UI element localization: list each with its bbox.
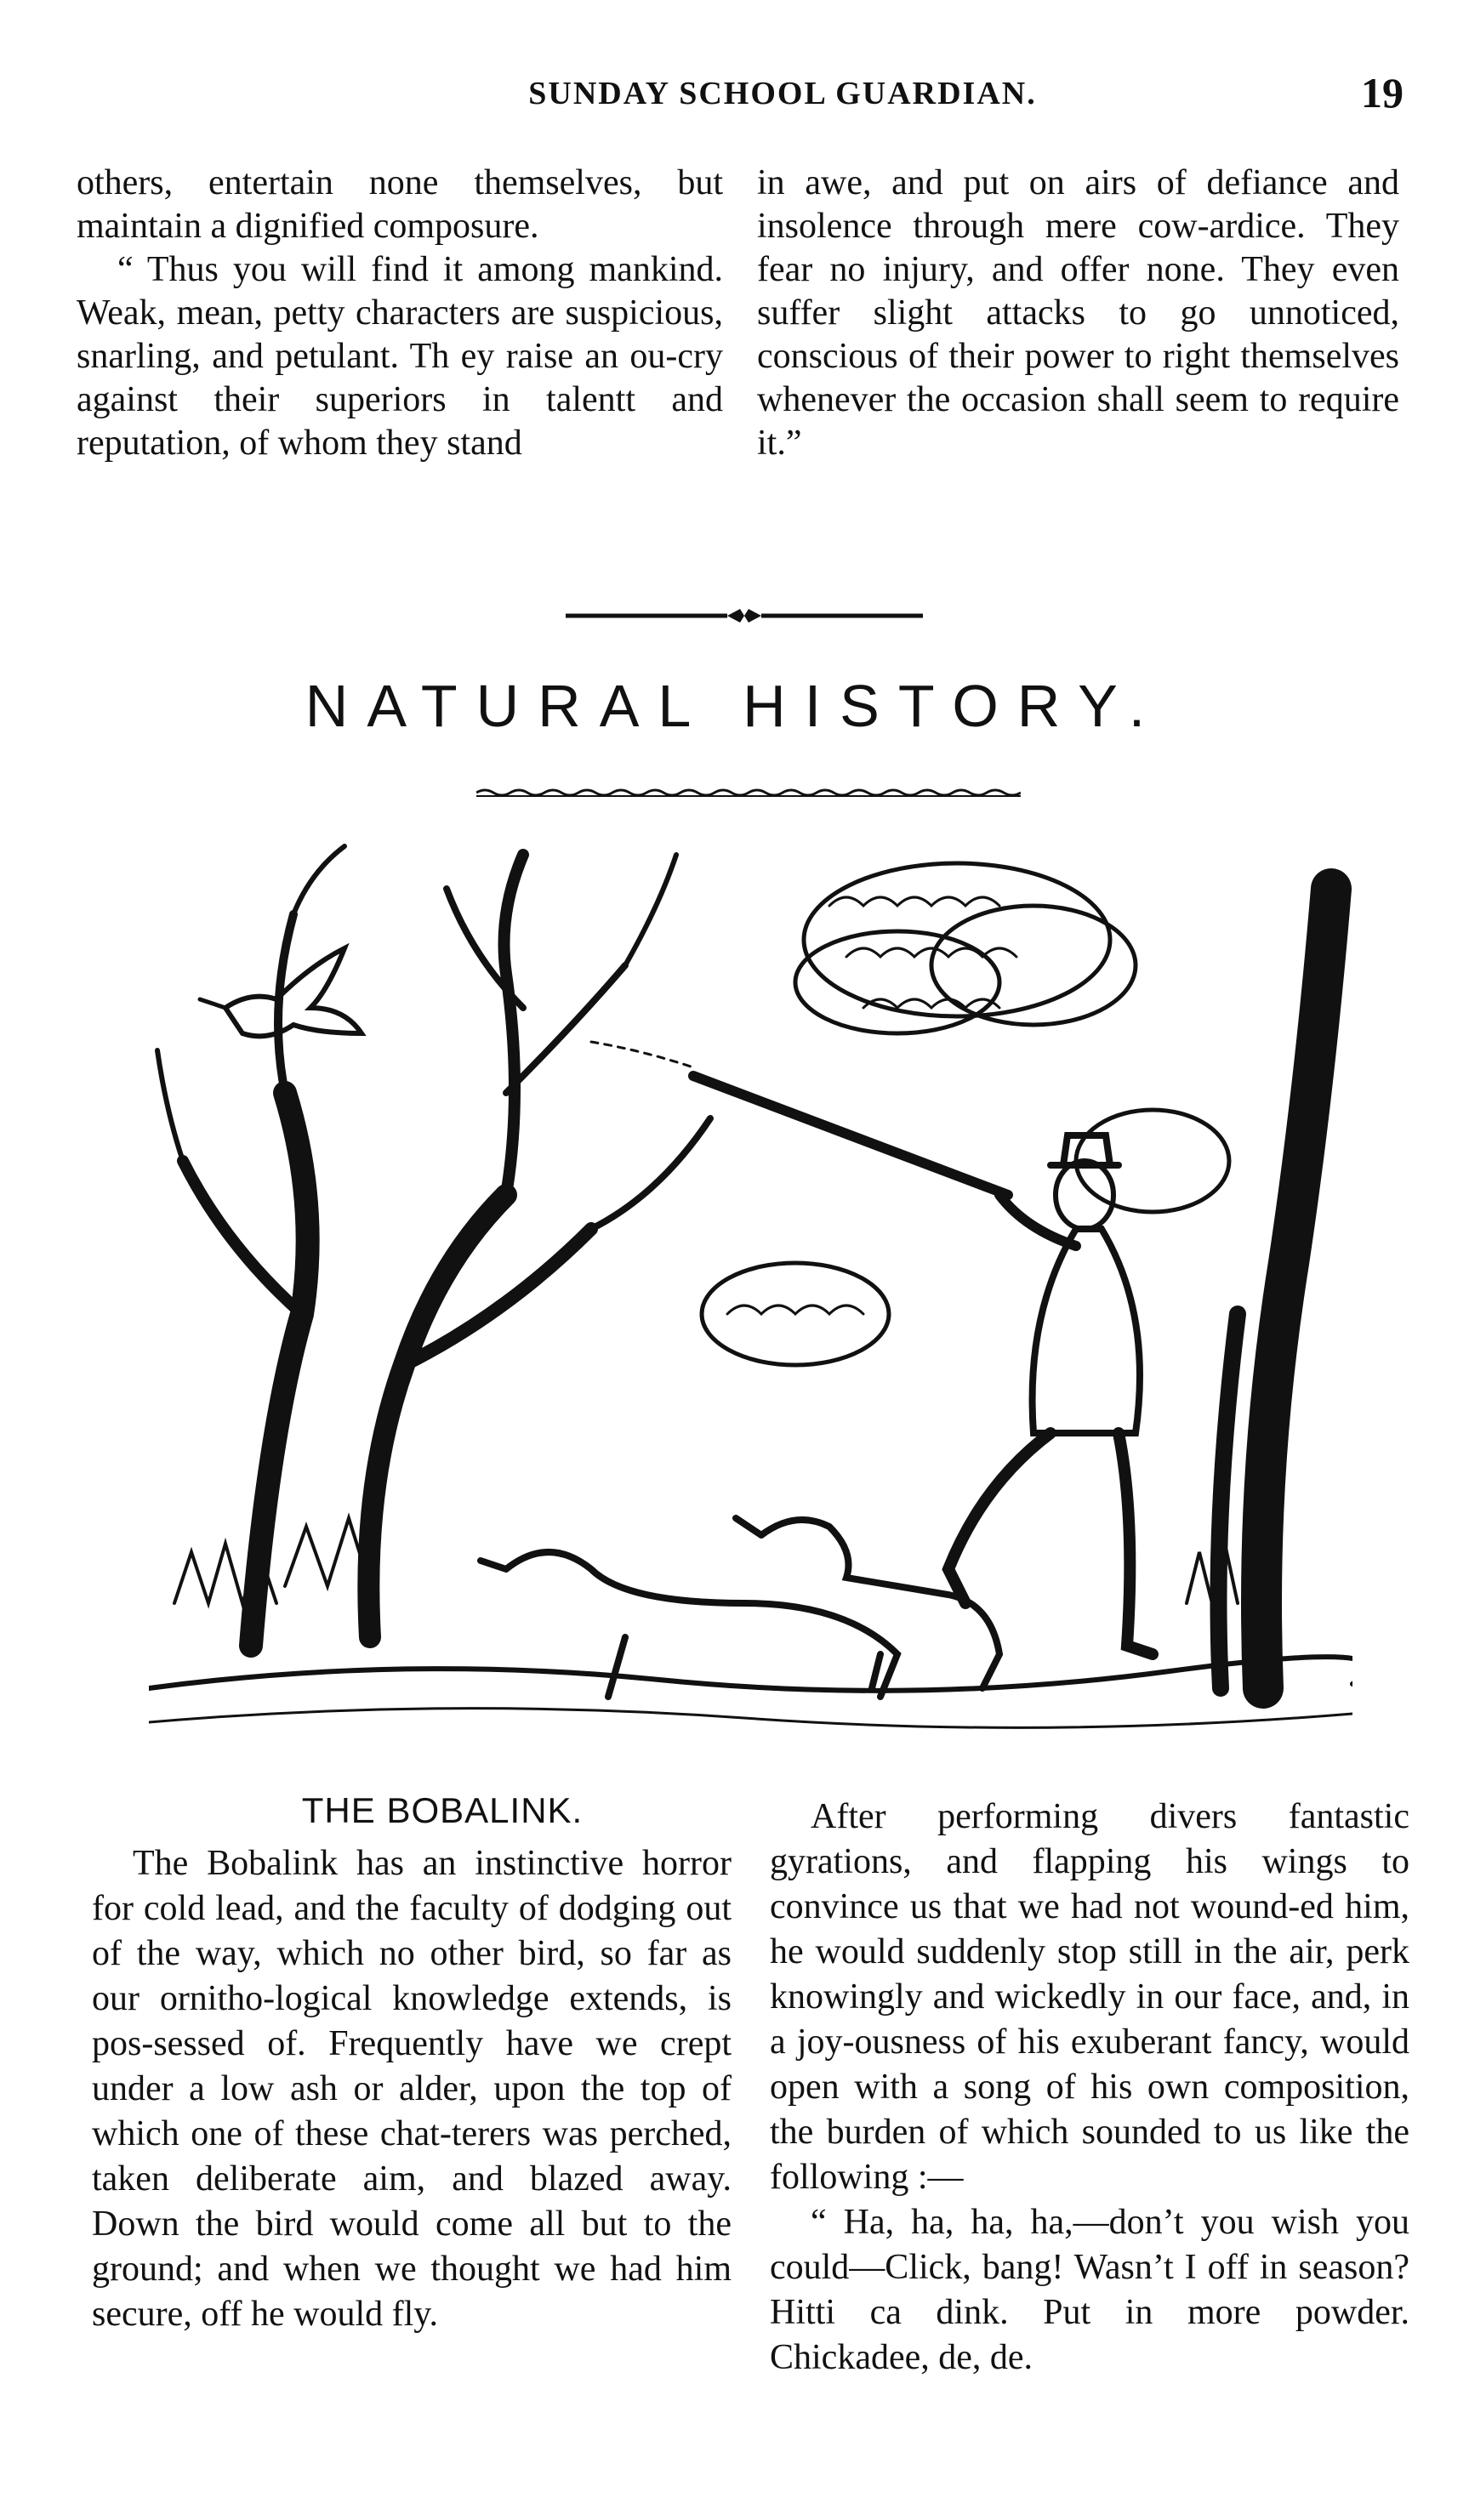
article-left-column	[92, 1841, 732, 2337]
woodcut-illustration	[149, 838, 1352, 1756]
paragraph: After performing divers fantastic gyrations, and flapping his wings to convince us that we had not wound-ed him, he would suddenly stop still in the air, perk knowingly and wickedly in our face, and, in a joy-ousness of his exuberant fancy, would open with a song of his own composition, the burden of which sounded to us like the following :—	[770, 1797, 1409, 2197]
paragraph: “ Thus you will find it among mankind. Weak, mean, petty characters are suspicious, snarling, and petulant. Th ey raise an ou-cry against their superiors in talentt and reputation, of whom they stand	[77, 250, 723, 463]
paragraph: The Bobalink has an instinctive horror for cold lead, and the faculty of dodging out of the way, which no other bird, so far as our ornitho-logical knowledge extends, is pos-sessed of. Frequently have we crept under a low ash or alder, upon the top of which one of these chat-terers was perched, taken deliberate aim, and blazed away. Down the bird would come all but to the ground; and when we thought we had him secure, off he would fly.	[92, 1844, 732, 2334]
wavy-rule	[476, 782, 1021, 803]
top-left-column	[77, 162, 723, 465]
paragraph: in awe, and put on airs of defiance and insolence through mere cow-ardice. They fear no injury, and offer none. They even suffer slight attacks to go unnoticed, conscious of their power to right themselves whenever the occasion shall seem to require it.”	[757, 163, 1399, 463]
article-title: THE BOBALINK.	[301, 1790, 584, 1830]
paragraph: others, entertain none themselves, but maintain a dignified composure.	[77, 163, 723, 246]
paragraph: “ Ha, ha, ha, ha,—don’t you wish you could—Click, bang! Wasn’t I off in season? Hitti ca dink. Put in more powder. Chickadee, de, de.	[770, 2203, 1409, 2377]
hunter-icon	[948, 1135, 1153, 1654]
page-number: 19	[1361, 69, 1404, 117]
page-header	[77, 69, 1404, 134]
top-right-column	[757, 162, 1399, 465]
article-right-column	[770, 1795, 1409, 2381]
ornament-rule	[566, 606, 923, 626]
section-title: NATURAL HISTORY.	[305, 673, 1164, 739]
running-head: SUNDAY SCHOOL GUARDIAN.	[528, 76, 1037, 111]
